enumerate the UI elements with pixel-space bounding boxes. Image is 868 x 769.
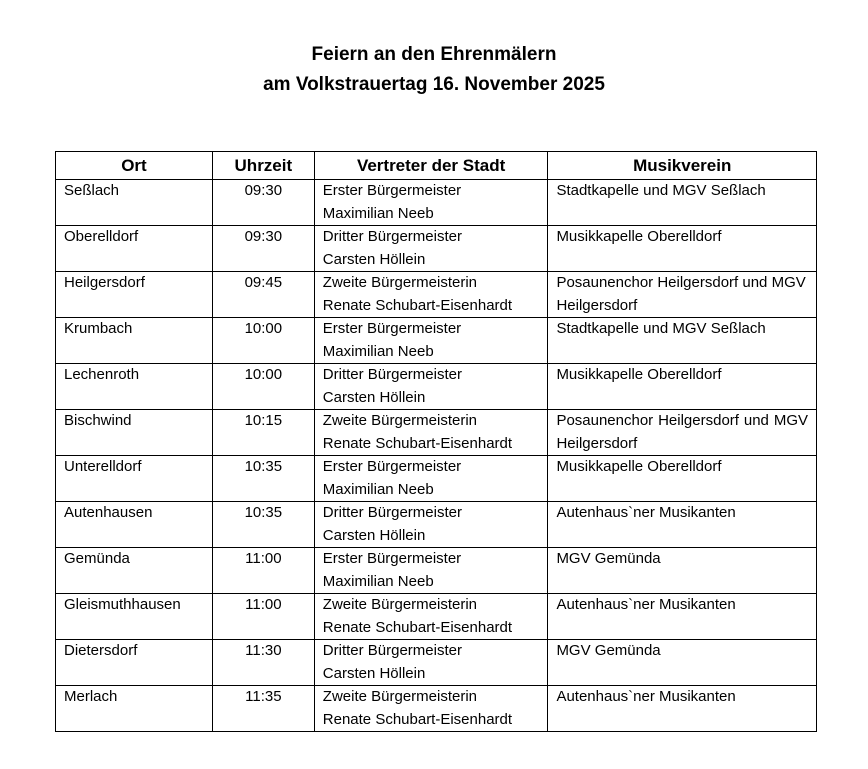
cell-uhrzeit: 09:45 — [212, 272, 314, 318]
cell-uhrzeit: 10:35 — [212, 456, 314, 502]
cell-vertreter — [314, 640, 548, 686]
vertreter-title: Dritter Bürgermeister — [322, 642, 462, 659]
vertreter-name: Carsten Höllein — [322, 664, 426, 682]
cell-musikverein: Autenhaus`ner Musikanten — [548, 686, 817, 732]
cell-vertreter — [314, 226, 548, 272]
cell-vertreter — [314, 502, 548, 548]
table-row — [56, 410, 817, 456]
document-title-line-2: am Volkstrauertag 16. November 2025 — [263, 74, 605, 95]
table-row — [56, 226, 817, 272]
cell-ort: Seßlach — [56, 180, 213, 226]
cell-musikverein: Musikkapelle Oberelldorf — [548, 456, 817, 502]
cell-ort: Oberelldorf — [56, 226, 213, 272]
column-header-vertreter: Vertreter der Stadt — [314, 152, 548, 180]
cell-ort: Lechenroth — [56, 364, 213, 410]
schedule-table — [55, 151, 817, 732]
vertreter-title: Dritter Bürgermeister — [322, 504, 462, 521]
vertreter-name: Renate Schubart-Eisenhardt — [322, 434, 513, 452]
table-row — [56, 594, 817, 640]
vertreter-name: Renate Schubart-Eisenhardt — [322, 710, 513, 728]
table-row — [56, 364, 817, 410]
vertreter-name: Maximilian Neeb — [322, 342, 434, 360]
cell-vertreter — [314, 594, 548, 640]
vertreter-title: Dritter Bürgermeister — [322, 366, 462, 383]
cell-ort: Heilgersdorf — [56, 272, 213, 318]
vertreter-title: Erster Bürgermeister — [322, 550, 462, 567]
vertreter-name: Carsten Höllein — [322, 388, 426, 406]
vertreter-title: Erster Bürgermeister — [322, 320, 462, 337]
cell-uhrzeit: 11:30 — [212, 640, 314, 686]
table-header-row — [56, 152, 817, 180]
vertreter-title: Dritter Bürgermeister — [322, 228, 462, 245]
cell-musikverein: MGV Gemünda — [548, 640, 817, 686]
table-row — [56, 548, 817, 594]
vertreter-name: Maximilian Neeb — [322, 572, 434, 590]
cell-musikverein: Posaunenchor Heilgersdorf und MGV Heilgersdorf — [548, 410, 817, 456]
table-row — [56, 180, 817, 226]
cell-vertreter — [314, 272, 548, 318]
cell-uhrzeit: 09:30 — [212, 226, 314, 272]
cell-uhrzeit: 09:30 — [212, 180, 314, 226]
table-row — [56, 272, 817, 318]
cell-musikverein: MGV Gemünda — [548, 548, 817, 594]
vertreter-title: Zweite Bürgermeisterin — [322, 274, 477, 291]
cell-uhrzeit: 11:35 — [212, 686, 314, 732]
vertreter-name: Maximilian Neeb — [322, 480, 434, 498]
cell-uhrzeit: 11:00 — [212, 594, 314, 640]
cell-ort: Gemünda — [56, 548, 213, 594]
cell-musikverein: Autenhaus`ner Musikanten — [548, 502, 817, 548]
cell-vertreter — [314, 318, 548, 364]
cell-uhrzeit: 10:00 — [212, 318, 314, 364]
cell-musikverein: Stadtkapelle und MGV Seßlach — [548, 318, 817, 364]
vertreter-title: Erster Bürgermeister — [322, 182, 462, 199]
table-row — [56, 502, 817, 548]
vertreter-name: Carsten Höllein — [322, 526, 426, 544]
column-header-ort: Ort — [56, 152, 213, 180]
cell-uhrzeit: 10:15 — [212, 410, 314, 456]
vertreter-title: Erster Bürgermeister — [322, 458, 462, 475]
table-row — [56, 686, 817, 732]
cell-uhrzeit: 11:00 — [212, 548, 314, 594]
vertreter-name: Carsten Höllein — [322, 250, 426, 268]
table-body — [56, 180, 817, 732]
cell-ort: Krumbach — [56, 318, 213, 364]
column-header-musikverein: Musikverein — [548, 152, 817, 180]
cell-ort: Dietersdorf — [56, 640, 213, 686]
cell-musikverein: Musikkapelle Oberelldorf — [548, 226, 817, 272]
cell-vertreter — [314, 686, 548, 732]
vertreter-name: Renate Schubart-Eisenhardt — [322, 618, 513, 636]
table-row — [56, 318, 817, 364]
cell-vertreter — [314, 180, 548, 226]
vertreter-name: Renate Schubart-Eisenhardt — [322, 296, 513, 314]
cell-uhrzeit: 10:35 — [212, 502, 314, 548]
cell-ort: Autenhausen — [56, 502, 213, 548]
cell-musikverein: Stadtkapelle und MGV Seßlach — [548, 180, 817, 226]
column-header-uhrzeit: Uhrzeit — [212, 152, 314, 180]
cell-ort: Gleismuthhausen — [56, 594, 213, 640]
vertreter-name: Maximilian Neeb — [322, 204, 434, 222]
table-row — [56, 456, 817, 502]
document-title-line-1: Feiern an den Ehrenmälern — [311, 44, 557, 65]
vertreter-title: Zweite Bürgermeisterin — [322, 412, 477, 429]
cell-musikverein: Musikkapelle Oberelldorf — [548, 364, 817, 410]
cell-vertreter — [314, 410, 548, 456]
cell-vertreter — [314, 364, 548, 410]
cell-musikverein: Autenhaus`ner Musikanten — [548, 594, 817, 640]
cell-vertreter — [314, 548, 548, 594]
cell-vertreter — [314, 456, 548, 502]
vertreter-title: Zweite Bürgermeisterin — [322, 688, 477, 705]
table-row — [56, 640, 817, 686]
cell-ort: Unterelldorf — [56, 456, 213, 502]
cell-musikverein: Posaunenchor Heilgersdorf und MGV Heilgersdorf — [548, 272, 817, 318]
cell-ort: Merlach — [56, 686, 213, 732]
cell-ort: Bischwind — [56, 410, 213, 456]
cell-uhrzeit: 10:00 — [212, 364, 314, 410]
vertreter-title: Zweite Bürgermeisterin — [322, 596, 477, 613]
